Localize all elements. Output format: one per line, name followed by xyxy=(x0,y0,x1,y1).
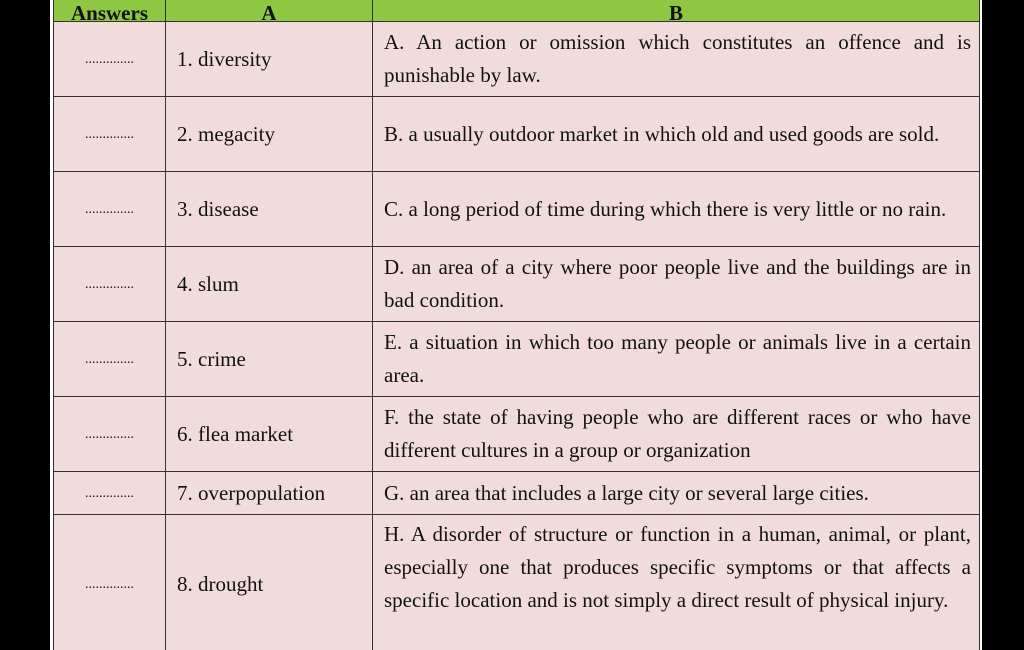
answer-blank[interactable]: .............. xyxy=(54,97,166,172)
table-row xyxy=(54,322,980,397)
table-row xyxy=(54,247,980,322)
definition-cell: F. the state of having people who are different races or who have different cultures in a group or organization xyxy=(373,397,980,472)
table-row xyxy=(54,472,980,515)
term-cell: 5. crime xyxy=(166,322,373,397)
answer-blank[interactable]: .............. xyxy=(54,397,166,472)
matching-table xyxy=(53,0,980,650)
answer-blank[interactable]: .............. xyxy=(54,247,166,322)
answer-blank[interactable]: .............. xyxy=(54,472,166,515)
term-cell: 4. slum xyxy=(166,247,373,322)
table-row xyxy=(54,172,980,247)
answers-column-header: Answers xyxy=(54,0,166,22)
term-cell: 1. diversity xyxy=(166,22,373,97)
answer-blank[interactable]: .............. xyxy=(54,172,166,247)
definition-cell: C. a long period of time during which there is very little or no rain. xyxy=(373,172,980,247)
matching-worksheet xyxy=(50,0,982,650)
term-cell: 6. flea market xyxy=(166,397,373,472)
term-cell: 2. megacity xyxy=(166,97,373,172)
term-cell: 3. disease xyxy=(166,172,373,247)
definition-cell: B. a usually outdoor market in which old and used goods are sold. xyxy=(373,97,980,172)
table-row xyxy=(54,397,980,472)
answer-blank[interactable]: .............. xyxy=(54,515,166,650)
table-row xyxy=(54,515,980,650)
column-a-header: A xyxy=(166,0,373,22)
column-b-header: B xyxy=(373,0,980,22)
definition-cell: H. A disorder of structure or function in a human, animal, or plant, especially one that produces specific symptoms or that affects a specific location and is not simply a direct result of physical injury. xyxy=(373,515,980,650)
term-cell: 7. overpopulation xyxy=(166,472,373,515)
table-row xyxy=(54,22,980,97)
answer-blank[interactable]: .............. xyxy=(54,22,166,97)
definition-cell: E. a situation in which too many people or animals live in a certain area. xyxy=(373,322,980,397)
definition-cell: D. an area of a city where poor people live and the buildings are in bad condition. xyxy=(373,247,980,322)
definition-cell: G. an area that includes a large city or several large cities. xyxy=(373,472,980,515)
answer-blank[interactable]: .............. xyxy=(54,322,166,397)
term-cell: 8. drought xyxy=(166,515,373,650)
table-row xyxy=(54,97,980,172)
table-header-row xyxy=(54,0,980,22)
definition-cell: A. An action or omission which constitutes an offence and is punishable by law. xyxy=(373,22,980,97)
